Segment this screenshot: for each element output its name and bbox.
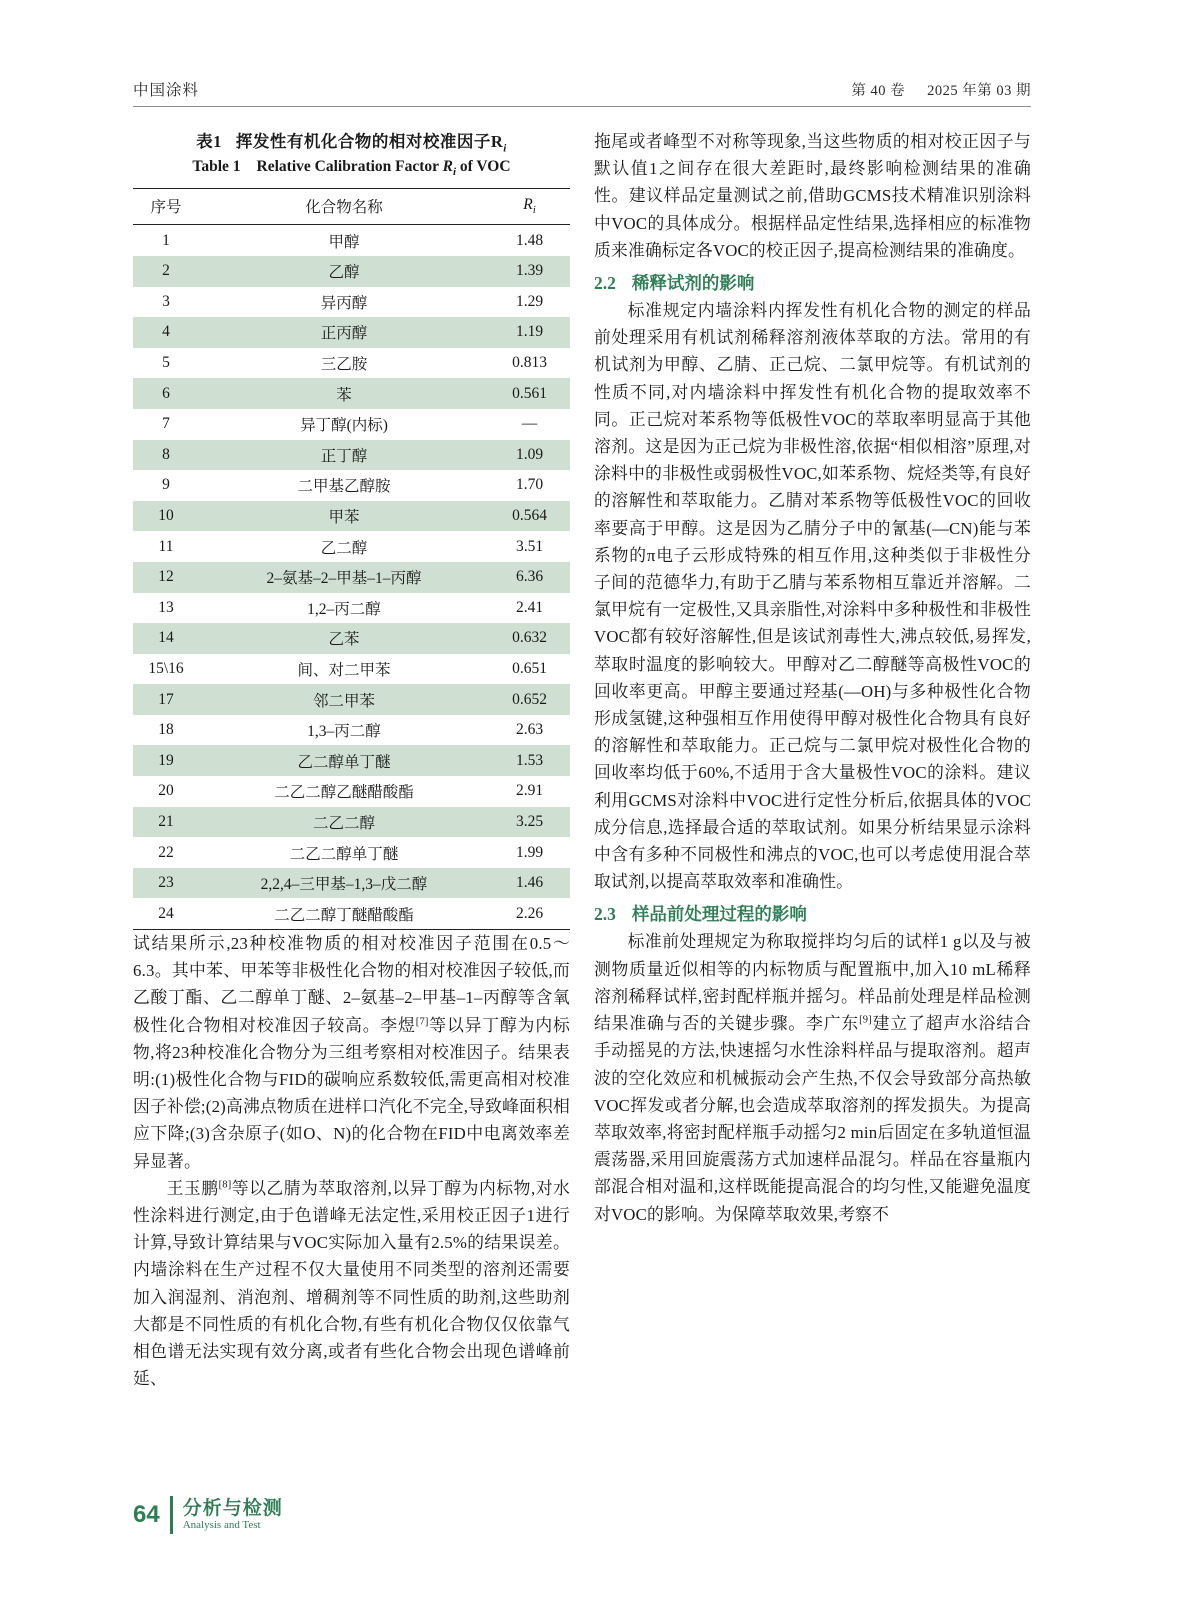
cell-ri: 1.29 <box>515 292 544 310</box>
table-head <box>133 189 570 225</box>
cell-name: 三乙胺 <box>320 356 368 374</box>
cell-name: 二甲基乙醇胺 <box>297 478 391 496</box>
cell-name: 2–氨基–2–甲基–1–丙醇 <box>199 562 489 593</box>
journal-name: 中国涂料 <box>133 82 200 99</box>
cell-no: 19 <box>133 745 199 776</box>
table-row <box>133 440 570 471</box>
cell-ri: 3.51 <box>515 537 544 555</box>
footer-section-en: Analysis and Test <box>182 1519 261 1532</box>
table-row <box>133 684 570 715</box>
issue-label: 2025 年第 03 期 <box>927 83 1031 99</box>
section-title: 稀释试剂的影响 <box>631 273 755 294</box>
cell-name: 乙二醇 <box>320 539 368 557</box>
cell-name: 乙醇 <box>199 256 489 287</box>
page-header <box>133 78 1031 100</box>
cell-ri: 1.19 <box>489 317 570 348</box>
left-paragraph-1-a: 试结果所示,23种校准物质的相对校准因子范围在0.5～6.3。其中苯、甲苯等非极性化合物的相对校准因子较低,而乙酸丁酯、乙二醇单丁醚、2–氨基–2–甲基–1–丙醇等含氧极性化合物相对校准因子较高。李煜 <box>133 934 570 1035</box>
cell-no: 8 <box>133 440 199 471</box>
footer-section <box>183 1499 283 1532</box>
table-caption-cn-sub: i <box>503 142 507 155</box>
cell-name: 乙二醇单丁醚 <box>199 745 489 776</box>
cell-ri: 1.70 <box>515 476 544 494</box>
section-title: 样品前处理过程的影响 <box>631 904 807 925</box>
table-row <box>133 745 570 776</box>
cell-no: 18 <box>158 721 174 739</box>
table-row <box>133 562 570 593</box>
table-row <box>133 225 570 256</box>
header-divider <box>133 106 1031 107</box>
right-column <box>594 128 1031 1228</box>
table-body <box>133 225 570 930</box>
citation-8: [8] <box>218 1179 232 1191</box>
table-caption-en-sub: i <box>452 166 457 179</box>
cell-no: 15\16 <box>148 660 184 677</box>
left-paragraph-2-a: 王玉鹏 <box>166 1178 219 1198</box>
table-row <box>133 378 570 409</box>
cell-ri: 2.63 <box>515 721 544 739</box>
cell-name: 1,3–丙二醇 <box>307 723 381 741</box>
right-paragraph-1: 标准规定内墙涂料内挥发性有机化合物的测定的样品前处理采用有机试剂稀释溶剂液体萃取的方法。常用的有机试剂为甲醇、乙腈、正己烷、二氯甲烷等。有机试剂的性质不同,对内墙涂料中挥发性有机化合物的提取效率不同。正己烷对苯系物等低极性VOC的萃取率明显高于其他溶剂。这是因为正己烷为非极性溶,依据“相似相溶”原理,对涂料中的非极性或弱极性VOC,如苯系物、烷烃类等,有良好的溶解性和萃取能力。乙腈对苯系物等低极性VOC的回收率要高于甲醇。这是因为乙腈分子中的氰基(—CN)能与苯系物的π电子云形成特殊的相互作用,这种类似于非极性分子间的范德华力,有助于乙腈与苯系物相互靠近并溶解。二氯甲烷有一定极性,又具亲脂性,对涂料中多种极性和非极性VOC都有较好溶解性,但是该试剂毒性大,沸点较低,易挥发,萃取时温度的影响较大。甲醇对乙二醇醚等高极性VOC的回收率更高。甲醇主要通过羟基(—OH)与多种极性化合物形成氢键,这种强相互作用使得甲醇对极性化合物具有良好的溶解性和萃取能力。正己烷与二氯甲烷对极性化合物的回收率均低于60%,不适用于含大量极性VOC的涂料。建议利用GCMS对涂料中VOC进行定性分析后,依据具体的VOC成分信息,选择最合适的萃取试剂。如果分析结果显示涂料中含有多种不同极性和沸点的VOC,也可以考虑使用混合萃取试剂,以提高萃取效率和准确性。 <box>594 301 1031 892</box>
cell-no: 24 <box>133 898 199 929</box>
cell-name: 二乙二醇单丁醚 <box>289 845 399 863</box>
cell-no: 20 <box>158 782 174 800</box>
col-header-name: 化合物名称 <box>199 189 489 225</box>
table-caption-en-label: Table 1 <box>192 158 241 176</box>
section-number: 2.2 <box>594 273 616 294</box>
right-paragraph-2-a: 标准前处理规定为称取搅拌均匀后的试样1 g以及与被测物质量近似相等的内标物质与配置瓶中,加入10 mL稀释溶剂稀释试样,密封配样瓶并摇匀。样品前处理是样品检测结果准确与否的关键步骤。李广东 <box>594 932 1031 1034</box>
table-row <box>133 593 570 624</box>
table-caption-cn-text: 挥发性有机化合物的相对校准因子R <box>235 132 504 151</box>
table-caption-en-text-1: Relative Calibration Factor <box>256 158 443 176</box>
cell-name: 苯 <box>199 378 489 409</box>
cell-ri: 0.651 <box>512 660 547 677</box>
table-row <box>133 868 570 899</box>
cell-name: 1,2–丙二醇 <box>307 600 381 618</box>
cell-name: 正丙醇 <box>199 317 489 348</box>
cell-name: 2,2,4–三甲基–1,3–戊二醇 <box>199 868 489 899</box>
table-caption-en <box>133 158 570 178</box>
cell-name: 异丁醇(内标) <box>300 417 388 435</box>
cell-ri: 3.25 <box>489 807 570 838</box>
cell-no: 12 <box>133 562 199 593</box>
cell-ri: 1.39 <box>489 256 570 287</box>
left-paragraph-1 <box>133 930 570 1175</box>
section-number: 2.3 <box>594 904 616 925</box>
table-row <box>133 837 570 868</box>
cell-no: 9 <box>162 476 170 494</box>
issue-info <box>851 79 1031 100</box>
table-row <box>133 898 570 929</box>
cell-ri: 2.91 <box>515 782 544 800</box>
table-row <box>133 807 570 838</box>
left-paragraph-1-b: 等以异丁醇为内标物,将23种校准化合物分为三组考察相对校准因子。结果表明:(1)极性化合物与FID的碳响应系数较低,需更高相对校准因子补偿;(2)高沸点物质在进样口汽化不完全,导致峰面积相应下降;(3)含杂原子(如O、N)的化合物在FID中电离效率差异显著。 <box>133 1015 570 1171</box>
right-paragraph-2 <box>594 928 1031 1227</box>
footer-divider <box>170 1496 173 1534</box>
table-row <box>133 654 570 685</box>
voc-calibration-table <box>133 188 570 930</box>
cell-no: 6 <box>133 378 199 409</box>
cell-ri: 1.46 <box>489 868 570 899</box>
cell-name: 正丁醇 <box>199 440 489 471</box>
table-caption-en-text-2: of VOC <box>456 158 511 176</box>
cell-name: 二乙二醇 <box>199 807 489 838</box>
cell-no: 1 <box>162 231 170 249</box>
section-heading-2-2 <box>594 270 1031 295</box>
cell-ri: 1.99 <box>515 843 544 861</box>
col-header-ri-symbol: R <box>523 196 533 214</box>
table-header-row <box>133 189 570 225</box>
cell-name: 乙苯 <box>199 623 489 654</box>
table-row <box>133 470 570 501</box>
table-caption-cn-label: 表1 <box>196 132 222 151</box>
cell-name: 异丙醇 <box>320 294 368 312</box>
col-header-ri <box>489 189 570 225</box>
table-caption-en-italic: R <box>442 158 453 176</box>
table-row <box>133 715 570 746</box>
cell-ri: 0.632 <box>489 623 570 654</box>
cell-no: 13 <box>158 598 174 616</box>
cell-name: 二乙二醇丁醚醋酸酯 <box>199 898 489 929</box>
cell-no: 7 <box>162 415 170 433</box>
cell-no: 14 <box>133 623 199 654</box>
cell-ri: 2.41 <box>515 598 544 616</box>
right-paragraph-0: 拖尾或者峰型不对称等现象,当这些物质的相对校正因子与默认值1之间存在很大差距时,最终影响检测结果的准确性。建议样品定量测试之前,借助GCMS技术精准识别涂料中VOC的具体成分。根据样品定性结果,选择相应的标准物质来准确标定各VOC的校正因子,提高检测结果的准确度。 <box>594 132 1031 260</box>
cell-ri: 0.813 <box>512 354 547 372</box>
table-caption-cn <box>133 128 570 154</box>
table-row <box>133 409 570 440</box>
page-number: 64 <box>133 1501 160 1528</box>
cell-no: 17 <box>133 684 199 715</box>
cell-no: 22 <box>158 843 174 861</box>
cell-ri: 0.561 <box>489 378 570 409</box>
table-row <box>133 623 570 654</box>
left-paragraph-2 <box>133 1175 570 1393</box>
page-footer <box>133 1496 283 1534</box>
cell-ri: 0.652 <box>489 684 570 715</box>
cell-no: 3 <box>162 292 170 310</box>
table-row <box>133 776 570 807</box>
table-row <box>133 317 570 348</box>
table-row <box>133 348 570 379</box>
section-heading-2-3 <box>594 901 1031 926</box>
cell-name: 甲醇 <box>328 233 360 251</box>
cell-no: 4 <box>133 317 199 348</box>
cell-no: 10 <box>133 501 199 532</box>
cell-ri: 2.26 <box>489 898 570 929</box>
cell-ri: 1.53 <box>489 745 570 776</box>
cell-name: 二乙二醇乙醚醋酸酯 <box>274 784 414 802</box>
table-row <box>133 531 570 562</box>
table-row <box>133 287 570 318</box>
cell-no: 2 <box>133 256 199 287</box>
col-header-no: 序号 <box>133 189 199 225</box>
table-row <box>133 256 570 287</box>
cell-name: 甲苯 <box>199 501 489 532</box>
cell-ri: 1.48 <box>515 231 544 249</box>
cell-ri: 1.09 <box>489 440 570 471</box>
cell-no: 11 <box>158 537 174 555</box>
table-row <box>133 501 570 532</box>
volume-label: 第 40 卷 <box>851 83 906 99</box>
citation-7: [7] <box>415 1016 429 1028</box>
citation-9: [9] <box>859 1014 872 1026</box>
footer-section-cn: 分析与检测 <box>182 1497 283 1519</box>
cell-no: 23 <box>133 868 199 899</box>
col-header-ri-sub: i <box>532 204 536 217</box>
cell-no: 21 <box>133 807 199 838</box>
cell-ri: — <box>521 415 538 433</box>
left-column <box>133 128 570 1393</box>
left-paragraph-2-b: 等以乙腈为萃取溶剂,以异丁醇为内标物,对水性涂料进行测定,由于色谱峰无法定性,采用校正因子1进行计算,导致计算结果与VOC实际加入量有2.5%的结果误差。内墙涂料在生产过程不仅大量使用不同类型的溶剂还需要加入润湿剂、消泡剂、增稠剂等不同性质的助剂,这些助剂大都是不同性质的有机化合物,有些有机化合物仅仅依靠气相色谱无法实现有效分离,或者有些化合物会出现色谱峰前延、 <box>133 1178 570 1389</box>
right-paragraph-2-b: 建立了超声水浴结合手动摇晃的方法,快速摇匀水性涂料样品与提取溶剂。超声波的空化效应和机械振动会产生热,不仅会导致部分高热敏VOC挥发或者分解,也会造成萃取溶剂的挥发损失。为提高萃取效率,将密封配样瓶手动摇匀2 min后固定在多轨道恒温震荡器,采用回旋震荡方式加速样品混匀。样品在容量瓶内部混合相对温和,这样既能提高混合的均匀性,又能避免温度对VOC的影响。为保障萃取效果,考察不 <box>594 1014 1031 1224</box>
cell-ri: 6.36 <box>489 562 570 593</box>
cell-ri: 0.564 <box>489 501 570 532</box>
cell-no: 5 <box>162 354 170 372</box>
cell-name: 间、对二甲苯 <box>297 662 391 679</box>
cell-name: 邻二甲苯 <box>199 684 489 715</box>
